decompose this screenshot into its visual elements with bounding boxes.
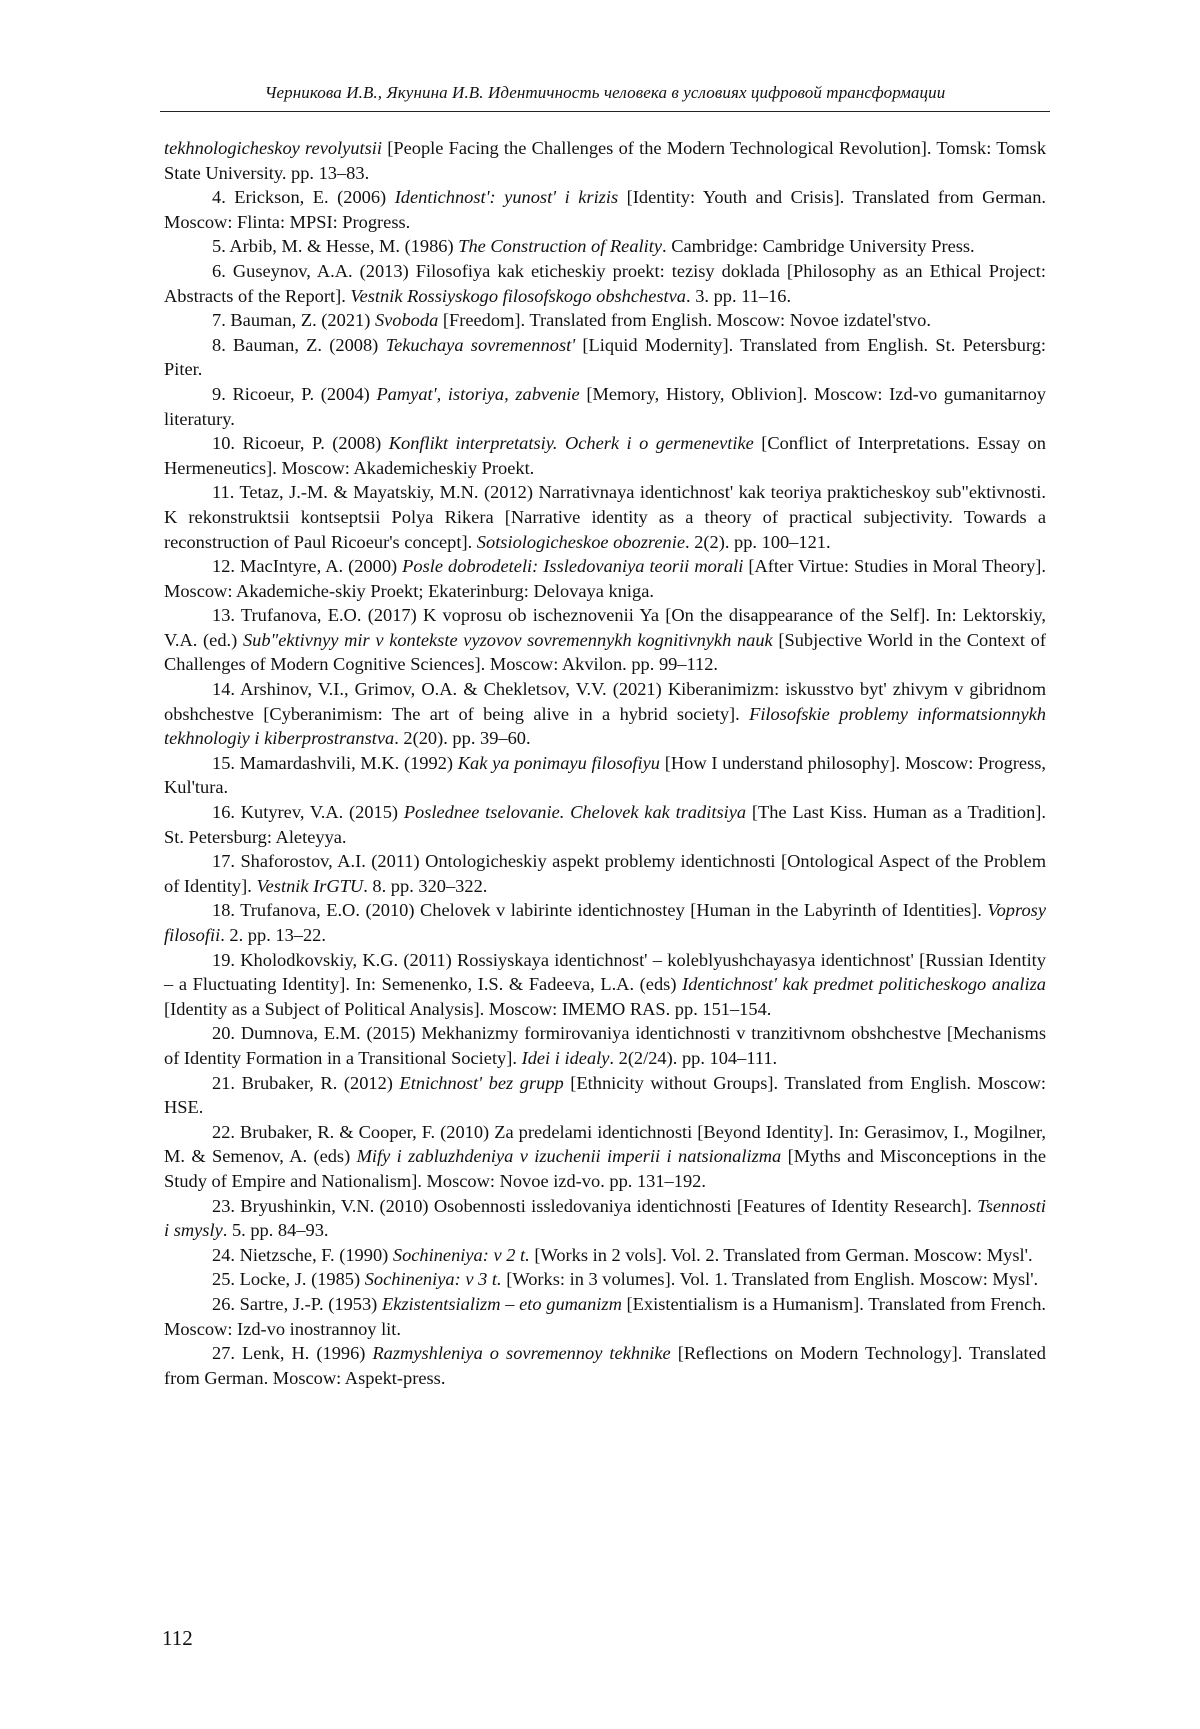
reference-entry — [164, 1341, 1046, 1390]
reference-italic-title: The Construction of Reality — [458, 236, 663, 257]
reference-text: [People Facing the Challenges of the Modern Technological Revolution]. Tomsk: Tomsk State University. pp. 13–83. — [164, 138, 1047, 183]
reference-text: [Existentialism is a Humanism]. Translated from French. Moscow: Izd-vo inostrannoy lit. — [164, 1293, 1046, 1339]
reference-text: 17. Shaforostov, A.I. (2011) Ontologicheskiy aspekt problemy identichnosti [Ontological Aspect of the Problem of Identity]. — [164, 851, 1046, 896]
header-rule — [160, 111, 1050, 112]
reference-text: [Ethnicity without Groups]. Translated from English. Moscow: HSE. — [164, 1072, 1047, 1118]
reference-text: [Works in 2 vols]. Vol. 2. Translated from German. Moscow: Mysl'. — [529, 1244, 1033, 1265]
reference-text: [Myths and Misconceptions in the Study of Empire and Nationalism]. Moscow: Novoe izd-vo. pp. 131–192. — [164, 1146, 1047, 1191]
reference-italic-title: Sotsiologicheskoe obozrenie — [476, 531, 686, 552]
reference-italic-title: Identichnost' kak predmet politicheskogo analiza — [682, 974, 1047, 995]
reference-text: [Identity: Youth and Crisis]. Translated from German. Moscow: Flinta: MPSI: Progress. — [164, 187, 1046, 232]
reference-italic-title: Filosofskie problemy informatsionnykh tekhnologiy i kiberprostranstva — [164, 703, 1046, 749]
reference-text: 18. Trufanova, E.O. (2010) Chelovek v labirinte identichnostey [Human in the Labyrinth of Identities]. — [212, 900, 988, 921]
reference-italic-title: Poslednee tselovanie. Chelovek kak traditsiya — [403, 802, 747, 823]
reference-italic-title: Vestnik IrGTU — [256, 875, 364, 896]
reference-entry — [164, 136, 1046, 185]
reference-entry — [164, 1194, 1046, 1243]
reference-entry — [164, 480, 1046, 554]
reference-text: 23. Bryushinkin, V.N. (2010) Osobennosti issledovaniya identichnosti [Features of Identity Research]. — [212, 1195, 978, 1216]
reference-text: 14. Arshinov, V.I., Grimov, O.A. & Chekletsov, V.V. (2021) Kiberanimizm: iskusstvo byt' zhivym v gibridnom obshchestve [Cyberanimism: The art of being alive in a hybrid society]. — [164, 679, 1046, 724]
reference-text: 4. Erickson, E. (2006) — [212, 187, 395, 208]
reference-text: . 3. pp. 11–16. — [686, 285, 792, 306]
reference-text: . 2. pp. 13–22. — [220, 925, 326, 945]
reference-entry — [164, 1071, 1046, 1120]
reference-text: 26. Sartre, J.-P. (1953) — [212, 1293, 382, 1314]
reference-italic-title: Idei i idealy — [521, 1047, 610, 1068]
reference-italic-title: Razmyshleniya o sovremennoy tekhnike — [372, 1343, 671, 1364]
reference-entry — [164, 603, 1046, 677]
reference-text: 21. Brubaker, R. (2012) — [212, 1072, 400, 1093]
reference-text: . 2(2). pp. 100–121. — [685, 531, 831, 552]
reference-entry — [164, 800, 1046, 849]
reference-text: [Liquid Modernity]. Translated from English. St. Petersburg: Piter. — [164, 334, 1047, 380]
reference-italic-title: Ekzistentsializm – eto gumanizm — [381, 1293, 622, 1314]
reference-italic-title: Tekuchaya sovremennost' — [385, 334, 576, 355]
reference-text: 16. Kutyrev, V.A. (2015) — [212, 802, 404, 823]
reference-entry — [164, 1120, 1046, 1194]
reference-entry — [164, 1292, 1046, 1341]
reference-text: . Cambridge: Cambridge University Press. — [662, 236, 975, 257]
reference-italic-title: Sub"ektivnyy mir v kontekste vyzovov sovremennykh kognitivnykh nauk — [242, 629, 773, 650]
reference-entry — [164, 948, 1046, 1022]
reference-text: 24. Nietzsche, F. (1990) — [212, 1244, 393, 1265]
reference-text: 19. Kholodkovskiy, K.G. (2011) Rossiyskaya identichnost' – koleblyushchayasya identichnost' [Russian Identity – a Fluctuating Identity]. In: Semenenko, I.S. & Fadeeva, L.A. (eds) — [164, 949, 1046, 995]
reference-text: [Freedom]. Translated from English. Moscow: Novoe izdatel'stvo. — [438, 310, 931, 331]
reference-entry — [164, 849, 1046, 898]
reference-entry — [164, 898, 1046, 947]
reference-italic-title: Sochineniya: v 3 t. — [364, 1269, 502, 1290]
reference-entry — [164, 1021, 1046, 1070]
reference-italic-title: Konflikt interpretatsiy. Ocherk i o germenevtike — [388, 433, 754, 454]
reference-italic-title: Pamyat', istoriya, zabvenie — [376, 383, 580, 404]
reference-text: . 2(2/24). pp. 104–111. — [609, 1047, 778, 1068]
running-header: Черникова И.В., Якунина И.В. Идентичность человека в условиях цифровой трансформации — [264, 83, 946, 102]
reference-text: 12. MacIntyre, A. (2000) — [212, 556, 403, 577]
reference-text: 27. Lenk, H. (1996) — [212, 1343, 373, 1364]
reference-entry — [164, 751, 1046, 800]
reference-italic-title: Sochineniya: v 2 t. — [392, 1244, 530, 1265]
reference-text: 10. Ricoeur, P. (2008) — [212, 433, 389, 454]
reference-text: [The Last Kiss. Human as a Tradition]. St. Petersburg: Aleteyya. — [164, 802, 1046, 847]
reference-italic-title: Mify i zabluzhdeniya v izuchenii imperii i natsionalizma — [356, 1146, 782, 1167]
reference-entry — [164, 185, 1046, 234]
reference-italic-title: Identichnost': yunost' i krizis — [394, 187, 619, 208]
reference-text: [After Virtue: Studies in Moral Theory]. Moscow: Akademiche-skiy Proekt; Ekaterinburg: Delovaya kniga. — [164, 556, 1046, 601]
reference-italic-title: Kak ya ponimayu filosofiyu — [457, 752, 660, 773]
reference-entry — [164, 677, 1046, 751]
reference-text: 6. Guseynov, A.A. (2013) Filosofiya kak eticheskiy proekt: tezisy doklada [Philosophy as an Ethical Project: Abstracts of the Report]. — [164, 260, 1046, 306]
reference-italic-title: Etnichnost' bez grupp — [399, 1072, 564, 1093]
reference-italic-title: Tsennosti i smysly — [164, 1195, 1046, 1241]
reference-entry — [164, 234, 1046, 259]
reference-text: [Reflections on Modern Technology]. Translated from German. Moscow: Aspekt-press. — [164, 1343, 1046, 1388]
reference-text: . 5. pp. 84–93. — [222, 1220, 329, 1241]
reference-text: 9. Ricoeur, P. (2004) — [212, 383, 377, 404]
reference-italic-title: Voprosy filosofii — [164, 900, 1046, 945]
reference-text: [Works: in 3 volumes]. Vol. 1. Translated from English. Moscow: Mysl'. — [501, 1269, 1039, 1290]
reference-entry — [164, 333, 1046, 382]
reference-entry — [164, 431, 1046, 480]
reference-text: [Identity as a Subject of Political Analysis]. Moscow: IMEMO RAS. pp. 151–154. — [164, 998, 772, 1019]
reference-entry — [164, 382, 1046, 431]
reference-text: 25. Locke, J. (1985) — [212, 1269, 365, 1290]
reference-text: [How I understand philosophy]. Moscow: Progress, Kul'tura. — [164, 752, 1046, 798]
reference-text: 22. Brubaker, R. & Cooper, F. (2010) Za predelami identichnosti [Beyond Identity]. In: Gerasimov, I., Mogilner, M. & Semenov, A. (eds) — [164, 1121, 1046, 1167]
reference-text: 7. Bauman, Z. (2021) — [212, 310, 375, 331]
reference-text: [Memory, History, Oblivion]. Moscow: Izd-vo gumanitarnoy literatury. — [164, 383, 1047, 429]
reference-text: 20. Dumnova, E.M. (2015) Mekhanizmy formirovaniya identichnosti v tranzitivnom obshchestve [Mechanisms of Identity Formation in a Transitional Society]. — [164, 1023, 1046, 1068]
reference-text: 8. Bauman, Z. (2008) — [212, 334, 386, 355]
reference-text: . 8. pp. 320–322. — [363, 875, 488, 896]
reference-text: 15. Mamardashvili, M.K. (1992) — [212, 752, 458, 773]
page-number: 112 — [162, 1626, 193, 1650]
reference-italic-title: Svoboda — [374, 310, 439, 331]
reference-entry — [164, 308, 1046, 333]
reference-text: 5. Arbib, M. & Hesse, M. (1986) — [212, 236, 459, 257]
reference-entry — [164, 1243, 1046, 1268]
reference-entry — [164, 1267, 1046, 1292]
reference-entry — [164, 554, 1046, 603]
reference-italic-title: Posle dobrodeteli: Issledovaniya teorii morali — [402, 556, 744, 577]
reference-entry — [164, 259, 1046, 308]
reference-list — [164, 136, 1046, 1390]
reference-text: [Conflict of Interpretations. Essay on Hermeneutics]. Moscow: Akademicheskiy Proekt. — [164, 433, 1047, 478]
reference-text: 11. Tetaz, J.-M. & Mayatskiy, M.N. (2012) Narrativnaya identichnost' kak teoriya prakticheskoy sub"ektivnosti. K rekonstruktsii kontseptsii Polya Rikera [Narrative identity as a theory of practical subjectivity. Towards a reconstruction of Paul Ricoeur's concept]. — [164, 482, 1046, 552]
reference-text: 13. Trufanova, E.O. (2017) K voprosu ob ischeznovenii Ya [On the disappearance of the Self]. In: Lektorskiy, V.A. (ed.) — [164, 605, 1046, 650]
reference-text: . 2(20). pp. 39–60. — [394, 728, 531, 749]
reference-italic-title: Vestnik Rossiyskogo filosofskogo obshchestva — [350, 285, 687, 306]
reference-italic-title: tekhnologicheskoy revolyutsii — [164, 138, 383, 158]
reference-text: [Subjective World in the Context of Challenges of Modern Cognitive Sciences]. Moscow: Akvilon. pp. 99–112. — [164, 629, 1046, 675]
